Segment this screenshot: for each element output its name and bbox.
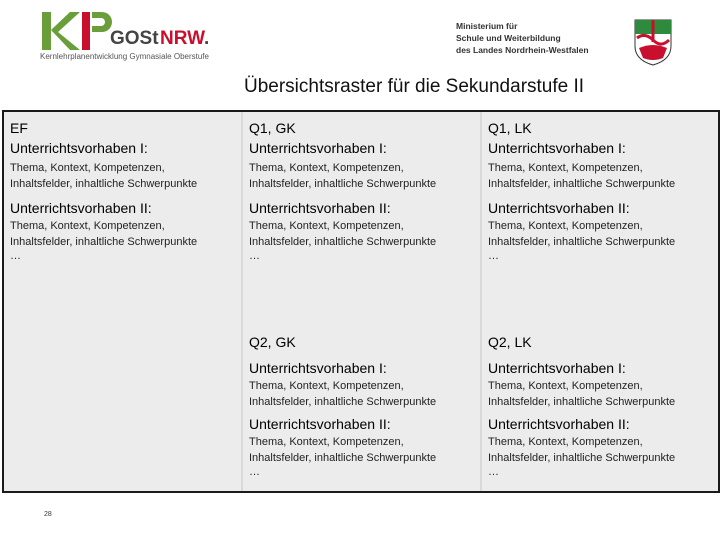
q1-gk-block (249, 118, 476, 262)
ef-uv2-desc-line1: Thema, Kontext, Kompetenzen, (10, 220, 165, 232)
column-lk (482, 112, 718, 491)
q1-gk-ellipsis: … (249, 250, 260, 262)
q2-gk-label: Q2, GK (249, 334, 296, 350)
q1-lk-uv1-desc-line1: Thema, Kontext, Kompetenzen, (488, 162, 643, 174)
q2-lk-uv1-desc-line2: Inhaltsfelder, inhaltliche Schwerpunkte (488, 396, 676, 408)
q2-gk-uv2-heading: Unterrichtsvorhaben II: (249, 416, 391, 432)
q2-gk-uv1-desc-line1: Thema, Kontext, Kompetenzen, (249, 380, 404, 392)
ef-uv2-desc-line2: Inhaltsfelder, inhaltliche Schwerpunkte (10, 236, 198, 248)
q1-lk-label: Q1, LK (488, 120, 532, 136)
column-ef (4, 112, 241, 491)
q1-lk-block (488, 118, 714, 262)
kip-logo-graphic (40, 10, 240, 52)
q1-gk-uv2-desc-line1: Thema, Kontext, Kompetenzen, (249, 220, 404, 232)
q1-gk-uv1-heading: Unterrichtsvorhaben I: (249, 140, 387, 156)
ministry-name (456, 20, 589, 56)
svg-text:.: . (204, 28, 210, 49)
nrw-coat-of-arms-icon (633, 18, 673, 66)
q2-lk-uv2-heading: Unterrichtsvorhaben II: (488, 416, 630, 432)
q2-lk-ellipsis: … (488, 466, 499, 478)
q2-gk-uv2-desc-line2: Inhaltsfelder, inhaltliche Schwerpunkte (249, 452, 437, 464)
ef-uv1-heading: Unterrichtsvorhaben I: (10, 140, 148, 156)
ef-ellipsis: … (10, 250, 21, 262)
q1-lk-uv1-desc-line2: Inhaltsfelder, inhaltliche Schwerpunkte (488, 178, 676, 190)
q1-lk-ellipsis: … (488, 250, 499, 262)
q2-lk-uv1-desc-line1: Thema, Kontext, Kompetenzen, (488, 380, 643, 392)
q1-gk-uv1-desc-line2: Inhaltsfelder, inhaltliche Schwerpunkte (249, 178, 437, 190)
q2-gk-uv2-desc-line1: Thema, Kontext, Kompetenzen, (249, 436, 404, 448)
q2-gk-ellipsis: … (249, 466, 260, 478)
ef-label: EF (10, 120, 28, 136)
ef-uv1-desc-line2: Inhaltsfelder, inhaltliche Schwerpunkte (10, 178, 198, 190)
q2-lk-block (488, 332, 714, 478)
kip-gost-nrw-logo (40, 10, 240, 66)
page-title: Übersichtsraster für die Sekundarstufe II (244, 76, 585, 97)
q1-gk-label: Q1, GK (249, 120, 296, 136)
ministry-line: Schule und Weiterbildung (456, 33, 561, 43)
q2-gk-uv1-heading: Unterrichtsvorhaben I: (249, 360, 387, 376)
ministry-line: des Landes Nordrhein-Westfalen (456, 45, 589, 55)
svg-text:NRW: NRW (160, 28, 206, 49)
ef-uv2-heading: Unterrichtsvorhaben II: (10, 200, 152, 216)
q1-gk-uv1-desc-line1: Thema, Kontext, Kompetenzen, (249, 162, 404, 174)
q1-lk-uv2-heading: Unterrichtsvorhaben II: (488, 200, 630, 216)
overview-grid (2, 110, 720, 493)
svg-text:GOSt: GOSt (110, 28, 159, 49)
page-number: 28 (44, 511, 52, 518)
ministry-line: Ministerium für (456, 21, 518, 31)
q1-gk-uv2-heading: Unterrichtsvorhaben II: (249, 200, 391, 216)
q2-lk-uv2-desc-line1: Thema, Kontext, Kompetenzen, (488, 436, 643, 448)
q2-gk-uv1-desc-line2: Inhaltsfelder, inhaltliche Schwerpunkte (249, 396, 437, 408)
ef-block (10, 118, 237, 262)
q1-lk-uv1-heading: Unterrichtsvorhaben I: (488, 140, 626, 156)
q1-gk-uv2-desc-line2: Inhaltsfelder, inhaltliche Schwerpunkte (249, 236, 437, 248)
header (0, 0, 720, 110)
q1-lk-uv2-desc-line1: Thema, Kontext, Kompetenzen, (488, 220, 643, 232)
ef-uv1-desc-line1: Thema, Kontext, Kompetenzen, (10, 162, 165, 174)
column-gk (243, 112, 480, 491)
q2-lk-uv2-desc-line2: Inhaltsfelder, inhaltliche Schwerpunkte (488, 452, 676, 464)
q2-lk-label: Q2, LK (488, 334, 532, 350)
q1-lk-uv2-desc-line2: Inhaltsfelder, inhaltliche Schwerpunkte (488, 236, 676, 248)
q2-lk-uv1-heading: Unterrichtsvorhaben I: (488, 360, 626, 376)
q2-gk-block (249, 332, 476, 478)
logo-caption: Kernlehrplanentwicklung Gymnasiale Oberstufe (40, 52, 209, 61)
